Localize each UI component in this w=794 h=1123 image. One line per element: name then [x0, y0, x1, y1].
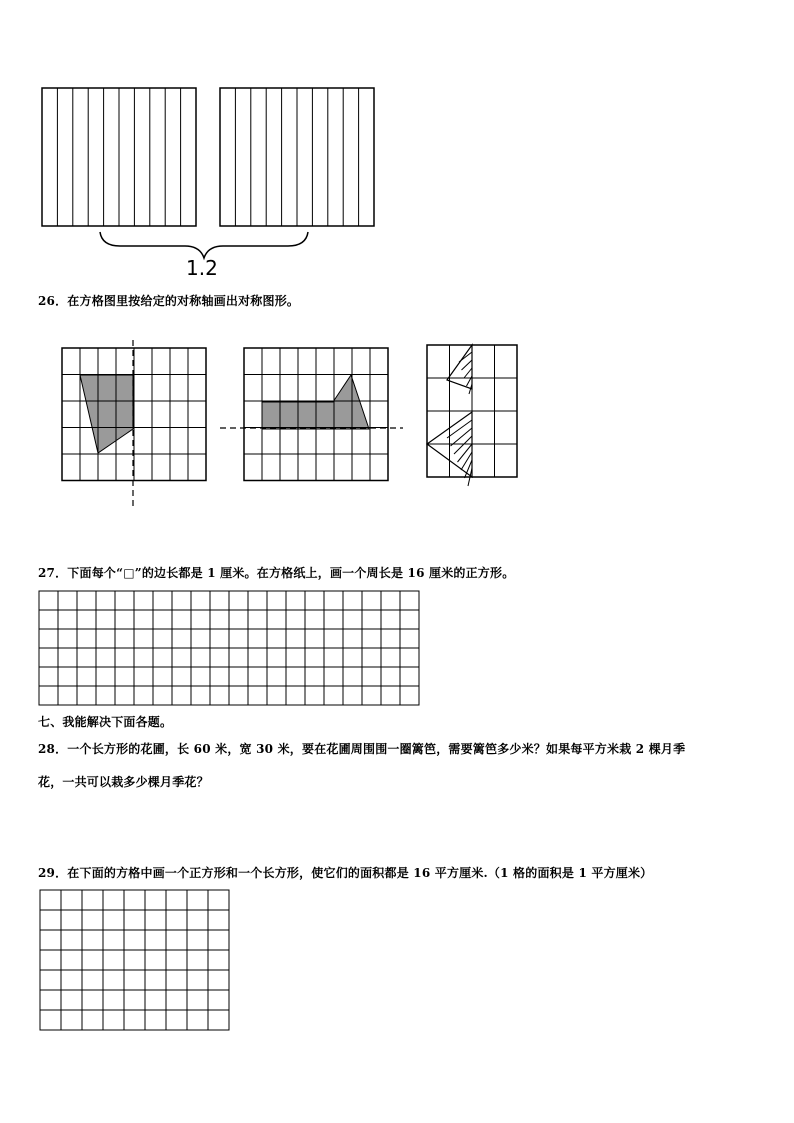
hatch-line	[462, 360, 473, 370]
hatch-line	[454, 436, 472, 454]
hatch-line	[461, 452, 472, 470]
brace	[100, 232, 308, 258]
grid-paper-27	[38, 590, 420, 706]
hatch-line	[458, 444, 473, 462]
tenths-bar-left	[42, 88, 196, 226]
question-28-line2: 花，一共可以栽多少棵月季花？	[38, 775, 209, 789]
figure-label: 1.2	[186, 256, 218, 280]
question-26: 26．在方格图里按给定的对称轴画出对称图形。	[38, 294, 300, 308]
hatch-line	[451, 428, 473, 446]
section-heading-7: 七、我能解决下面各题。	[38, 715, 173, 729]
grid-border	[40, 890, 229, 1030]
shaded-shape-1	[80, 375, 133, 453]
tenths-bar-right	[220, 88, 374, 226]
hatch-line	[447, 420, 472, 438]
symmetry-grid-2	[220, 348, 403, 481]
hatch-lines-bottom	[447, 420, 472, 486]
symmetry-figures	[55, 342, 555, 512]
symmetry-grid-3	[427, 345, 517, 486]
symmetry-grid-1	[62, 340, 206, 510]
grid-paper-29	[39, 889, 231, 1031]
question-28-line1: 28．一个长方形的花圃，长 60 米，宽 30 米，要在花圃周围围一圈篱笆，需要篱笆多少米？如果每平方米栽 2 棵月季	[38, 742, 686, 756]
decimal-model-figure	[40, 86, 380, 276]
question-27: 27．下面每个“□”的边长都是 1 厘米。在方格纸上，画一个周长是 16 厘米的正方形。	[38, 566, 515, 580]
hatch-line	[464, 368, 472, 378]
question-29: 29．在下面的方格中画一个正方形和一个长方形，使它们的面积都是 16 平方厘米.（1 格的面积是 1 平方厘米）	[38, 866, 653, 880]
